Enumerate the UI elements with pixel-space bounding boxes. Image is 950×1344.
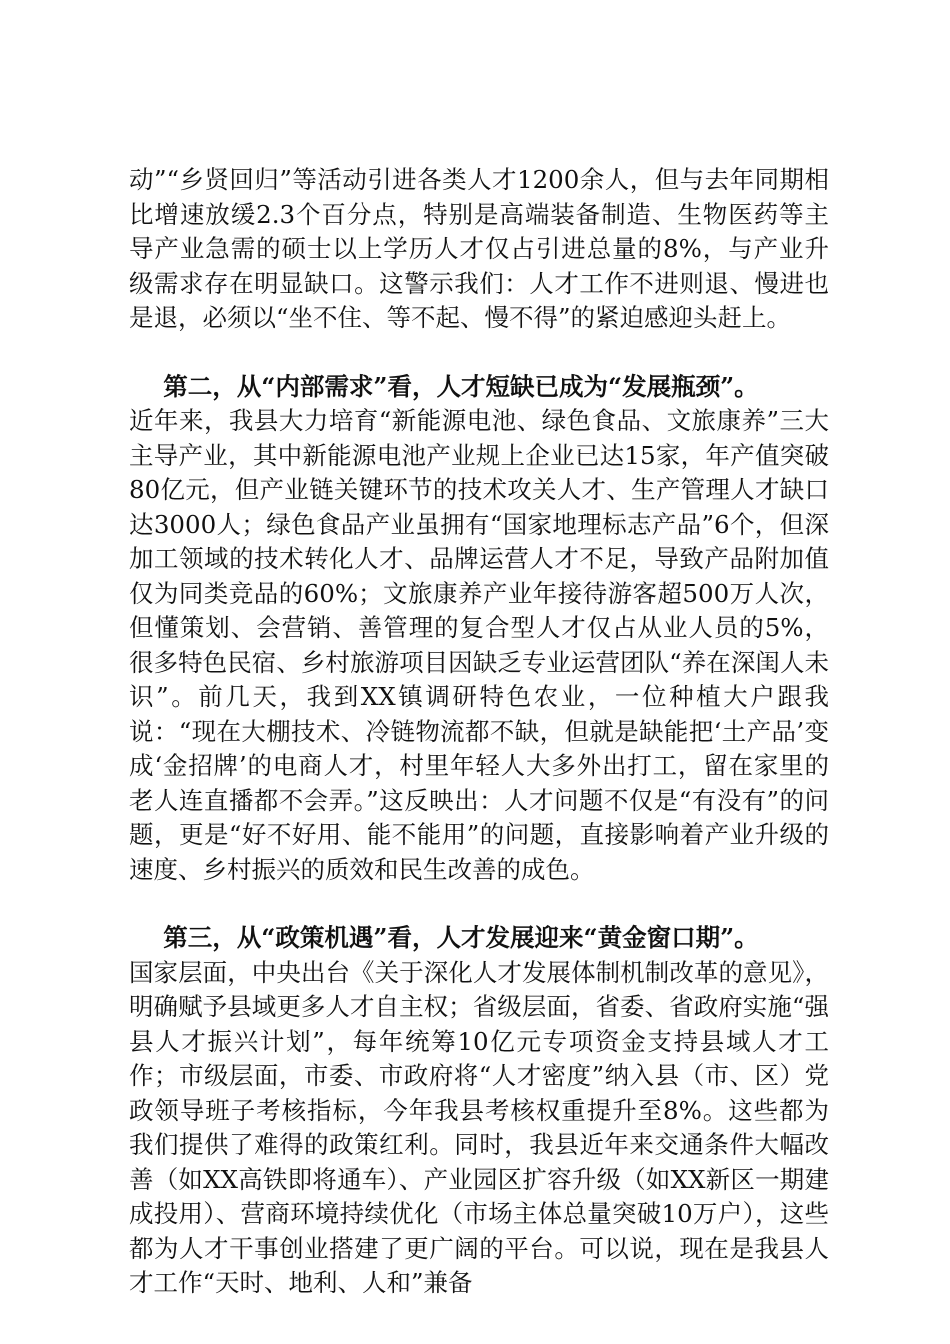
paragraph-internal-demand bbox=[129, 370, 829, 888]
document-body bbox=[129, 163, 829, 1301]
section-heading-second: 第二，从“内部需求”看，人才短缺已成为“发展瓶颈”。 bbox=[163, 371, 759, 401]
paragraph-spacer bbox=[129, 336, 829, 370]
paragraph-intro-continuation bbox=[129, 163, 829, 336]
paragraph-text: 动”“乡贤回归”等活动引进各类人才1200余人，但与去年同期相比增速放缓2.3个百分点，特别是高端装备制造、生物医药等主导产业急需的硕士以上学历人才仅占引进总量的8%，与产业升级需求存在明显缺口。这警示我们：人才工作不进则退、慢进也是退，必须以“坐不住、等不起、慢不得”的紧迫感迎头赶上。 bbox=[129, 165, 829, 332]
paragraph-policy-opportunity bbox=[129, 921, 829, 1301]
paragraph-text: 近年来，我县大力培育“新能源电池、绿色食品、文旅康养”三大主导产业，其中新能源电池产业规上企业已达15家，年产值突破80亿元，但产业链关键环节的技术攻关人才、生产管理人才缺口达3000人；绿色食品产业虽拥有“国家地理标志产品”6个，但深加工领域的技术转化人才、品牌运营人才不足，导致产品附加值仅为同类竞品的60%；文旅康养产业年接待游客超500万人次，但懂策划、会营销、善管理的复合型人才仅占从业人员的5%，很多特色民宿、乡村旅游项目因缺乏专业运营团队“养在深闺人未识”。前几天，我到XX镇调研特色农业，一位种植大户跟我说：“现在大棚技术、冷链物流都不缺，但就是缺能把‘土产品’变成‘金招牌’的电商人才，村里年轻人大多外出打工，留在家里的老人连直播都不会弄。”这反映出：人才问题不仅是“有没有”的问题，更是“好不好用、能不能用”的问题，直接影响着产业升级的速度、乡村振兴的质效和民生改善的成色。 bbox=[129, 406, 829, 884]
paragraph-spacer bbox=[129, 887, 829, 921]
paragraph-text: 国家层面，中央出台《关于深化人才发展体制机制改革的意见》，明确赋予县域更多人才自主权；省级层面，省委、省政府实施“强县人才振兴计划”，每年统筹10亿元专项资金支持县域人才工作；市级层面，市委、市政府将“人才密度”纳入县（市、区）党政领导班子考核指标，今年我县考核权重提升至8%。这些都为我们提供了难得的政策红利。同时，我县近年来交通条件大幅改善（如XX高铁即将通车）、产业园区扩容升级（如XX新区一期建成投用）、营商环境持续优化（市场主体总量突破10万户），这些都为人才干事创业搭建了更广阔的平台。可以说，现在是我县人才工作“天时、地利、人和”兼备 bbox=[129, 957, 829, 1297]
section-heading-third: 第三，从“政策机遇”看，人才发展迎来“黄金窗口期”。 bbox=[163, 923, 759, 952]
